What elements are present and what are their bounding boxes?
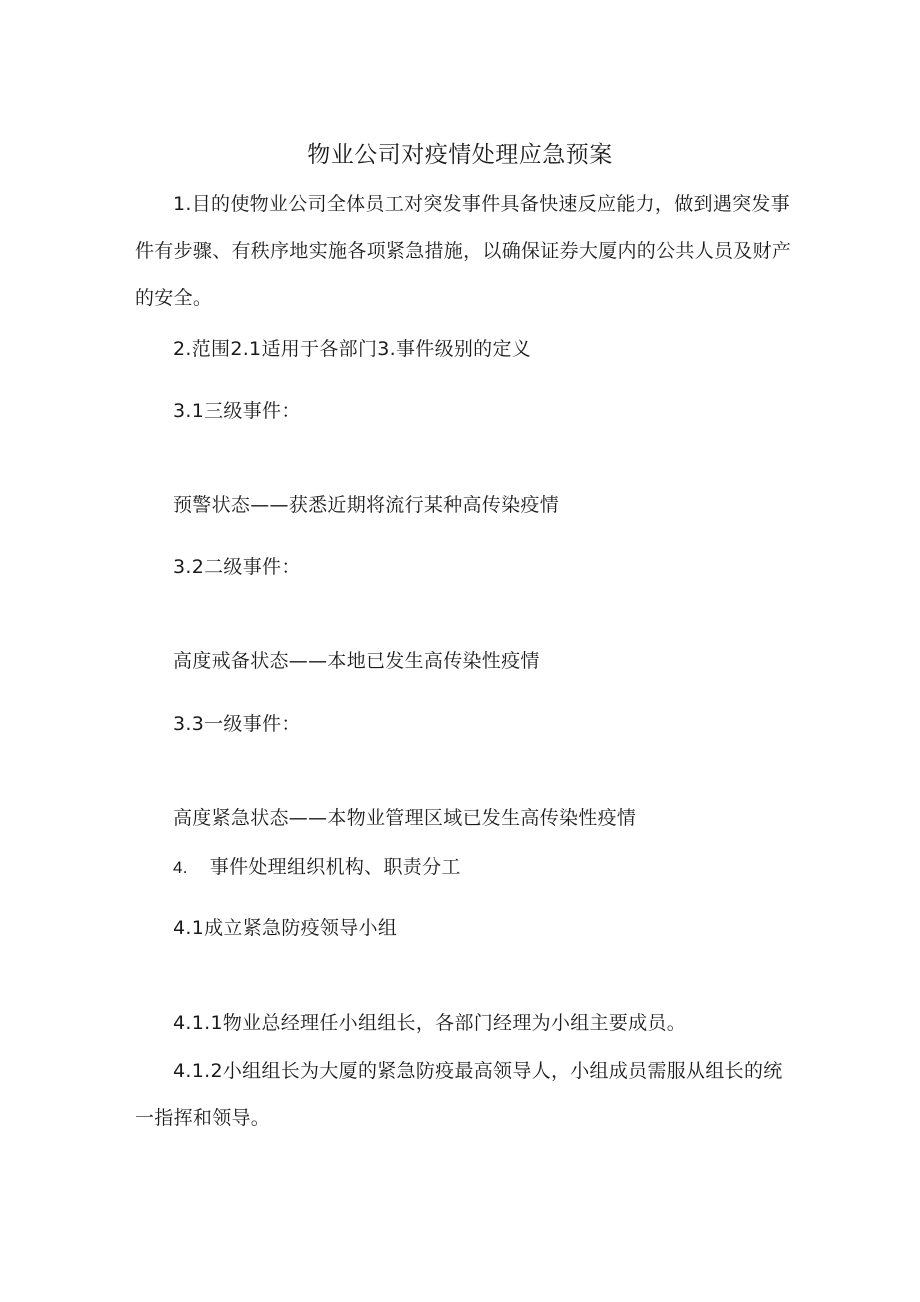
section-4-1-heading: 4.1成立紧急防疫领导小组 — [173, 917, 398, 939]
section-1-purpose: 1.目的使物业公司全体员工对突发事件具备快速反应能力，做到遇突发事件有步骤、有秩序地实施各项紧急措施，以确保证券大厦内的公共人员及财产的安全。 — [135, 193, 792, 309]
section-4-heading — [173, 852, 461, 883]
section-3-3-heading: 3.3一级事件： — [173, 713, 301, 735]
section-2-scope: 2.范围2.1适用于各部门3.事件级别的定义 — [173, 338, 532, 360]
section-4-text: 事件处理组织机构、职责分工 — [209, 856, 461, 878]
document-title: 物业公司对疫情处理应急预案 — [307, 142, 613, 168]
section-3-1-heading: 3.1三级事件： — [173, 400, 301, 422]
section-3-2-description: 高度戒备状态——本地已发生高传染性疫情 — [173, 650, 540, 672]
section-4-1-2: 4.1.2小组组长为大厦的紧急防疫最高领导人，小组成员需服从组长的统一指挥和领导。 — [135, 1060, 783, 1129]
section-3-2-heading: 3.2二级事件： — [173, 556, 301, 578]
section-4-1-1: 4.1.1物业总经理任小组组长，各部门经理为小组主要成员。 — [173, 1012, 687, 1034]
section-3-3-description: 高度紧急状态——本物业管理区域已发生高传染性疫情 — [173, 807, 637, 829]
section-4-number: 4. — [173, 858, 188, 877]
section-3-1-description: 预警状态——获悉近期将流行某种高传染疫情 — [173, 494, 560, 516]
